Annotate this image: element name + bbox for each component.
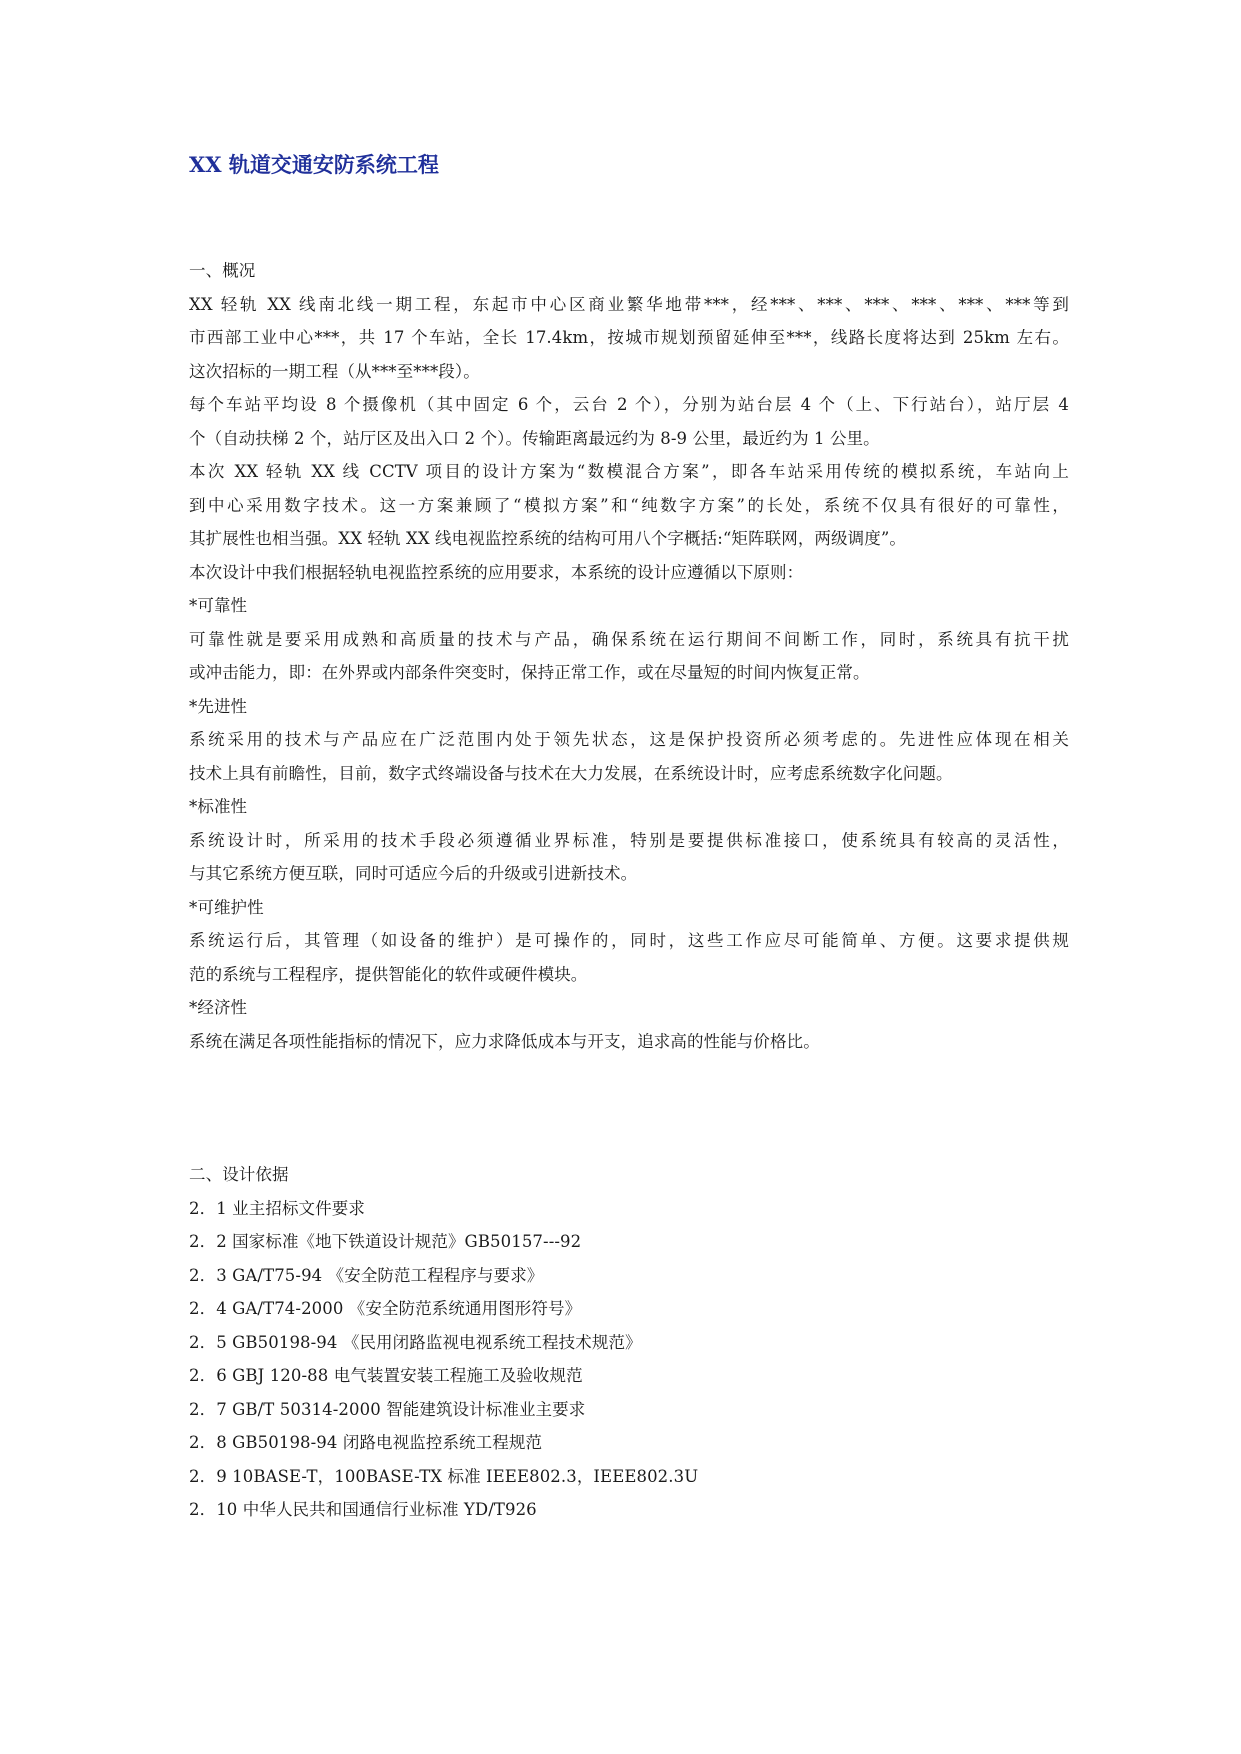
paragraph-line: 可靠性就是要采用成熟和高质量的技术与产品，确保系统在运行期间不间断工作，同时，系统具有抗干扰 xyxy=(189,629,1069,649)
paragraph-line: 或冲击能力，即：在外界或内部条件突变时，保持正常工作，或在尽量短的时间内恢复正常。 xyxy=(189,663,870,682)
document-title: XX 轨道交通安防系统工程 xyxy=(189,152,439,177)
section-design-basis xyxy=(189,1158,1069,1527)
principle-heading: *可维护性 xyxy=(189,897,264,917)
reference-item: 2．6 GBJ 120-88 电气装置安装工程施工及验收规范 xyxy=(189,1366,583,1385)
paragraph-line: 市西部工业中心***，共 17 个车站，全长 17.4km，按城市规划预留延伸至***，线路长度将达到 25km 左右。 xyxy=(189,328,1069,347)
paragraph-line: 系统运行后，其管理（如设备的维护）是可操作的，同时，这些工作应尽可能简单、方便。这要求提供规 xyxy=(189,931,1069,950)
section-heading: 二、设计依据 xyxy=(189,1165,289,1184)
reference-item: 2．4 GA/T74-2000 《安全防范系统通用图形符号》 xyxy=(189,1299,582,1318)
paragraph-line: 每个车站平均设 8 个摄像机（其中固定 6 个，云台 2 个），分别为站台层 4 个（上、下行站台），站厅层 4 xyxy=(189,395,1069,414)
paragraph-line: 系统采用的技术与产品应在广泛范围内处于领先状态，这是保护投资所必须考虑的。先进性应体现在相关 xyxy=(189,730,1069,749)
paragraph-line: 个（自动扶梯 2 个，站厅区及出入口 2 个）。传输距离最远约为 8-9 公里，最近约为 1 公里。 xyxy=(189,428,880,448)
paragraph-line: 与其它系统方便互联，同时可适应今后的升级或引进新技术。 xyxy=(189,864,638,883)
paragraph-line: 这次招标的一期工程（从***至***段）。 xyxy=(189,361,480,381)
section-heading: 一、概况 xyxy=(189,261,256,280)
paragraph-line: 本次设计中我们根据轻轨电视监控系统的应用要求，本系统的设计应遵循以下原则： xyxy=(189,562,804,582)
principle-heading: *先进性 xyxy=(189,696,248,716)
paragraph-line: XX 轻轨 XX 线南北线一期工程，东起市中心区商业繁华地带***，经***、***、***、***、***、***等到 xyxy=(189,294,1069,314)
reference-item: 2．2 国家标准《地下铁道设计规范》GB50157---92 xyxy=(189,1232,582,1251)
reference-item: 2．3 GA/T75-94 《安全防范工程程序与要求》 xyxy=(189,1265,544,1285)
paragraph-line: 范的系统与工程程序，提供智能化的软件或硬件模块。 xyxy=(189,964,588,984)
reference-item: 2．7 GB/T 50314-2000 智能建筑设计标准业主要求 xyxy=(189,1399,586,1419)
reference-item: 2．9 10BASE-T，100BASE-TX 标准 IEEE802.3，IEEE802.3U xyxy=(189,1466,699,1486)
reference-item: 2．8 GB50198-94 闭路电视监控系统工程规范 xyxy=(189,1433,543,1452)
reference-item: 2．10 中华人民共和国通信行业标准 YD/T926 xyxy=(189,1500,537,1519)
paragraph-line: 本次 XX 轻轨 XX 线 CCTV 项目的设计方案为“数模混合方案”，即各车站采用传统的模拟系统，车站向上 xyxy=(189,462,1069,481)
reference-item: 2．5 GB50198-94 《民用闭路监视电视系统工程技术规范》 xyxy=(189,1332,642,1352)
paragraph-line: 到中心采用数字技术。这一方案兼顾了“模拟方案”和“纯数字方案”的长处，系统不仅具有很好的可靠性， xyxy=(189,495,1069,515)
reference-item: 2．1 业主招标文件要求 xyxy=(189,1198,365,1218)
paragraph-line: 技术上具有前瞻性，目前，数字式终端设备与技术在大力发展，在系统设计时，应考虑系统数字化问题。 xyxy=(189,763,953,783)
principle-heading: *标准性 xyxy=(189,797,248,816)
section-overview xyxy=(189,254,1069,1058)
paragraph-line: 系统设计时，所采用的技术手段必须遵循业界标准，特别是要提供标准接口，使系统具有较高的灵活性， xyxy=(189,830,1069,850)
paragraph-line: 系统在满足各项性能指标的情况下，应力求降低成本与开支，追求高的性能与价格比。 xyxy=(189,1031,820,1051)
principle-heading: *经济性 xyxy=(189,998,248,1017)
principle-heading: *可靠性 xyxy=(189,596,248,615)
paragraph-line: 其扩展性也相当强。XX 轻轨 XX 线电视监控系统的结构可用八个字概括:“矩阵联网，两级调度”。 xyxy=(189,529,906,548)
